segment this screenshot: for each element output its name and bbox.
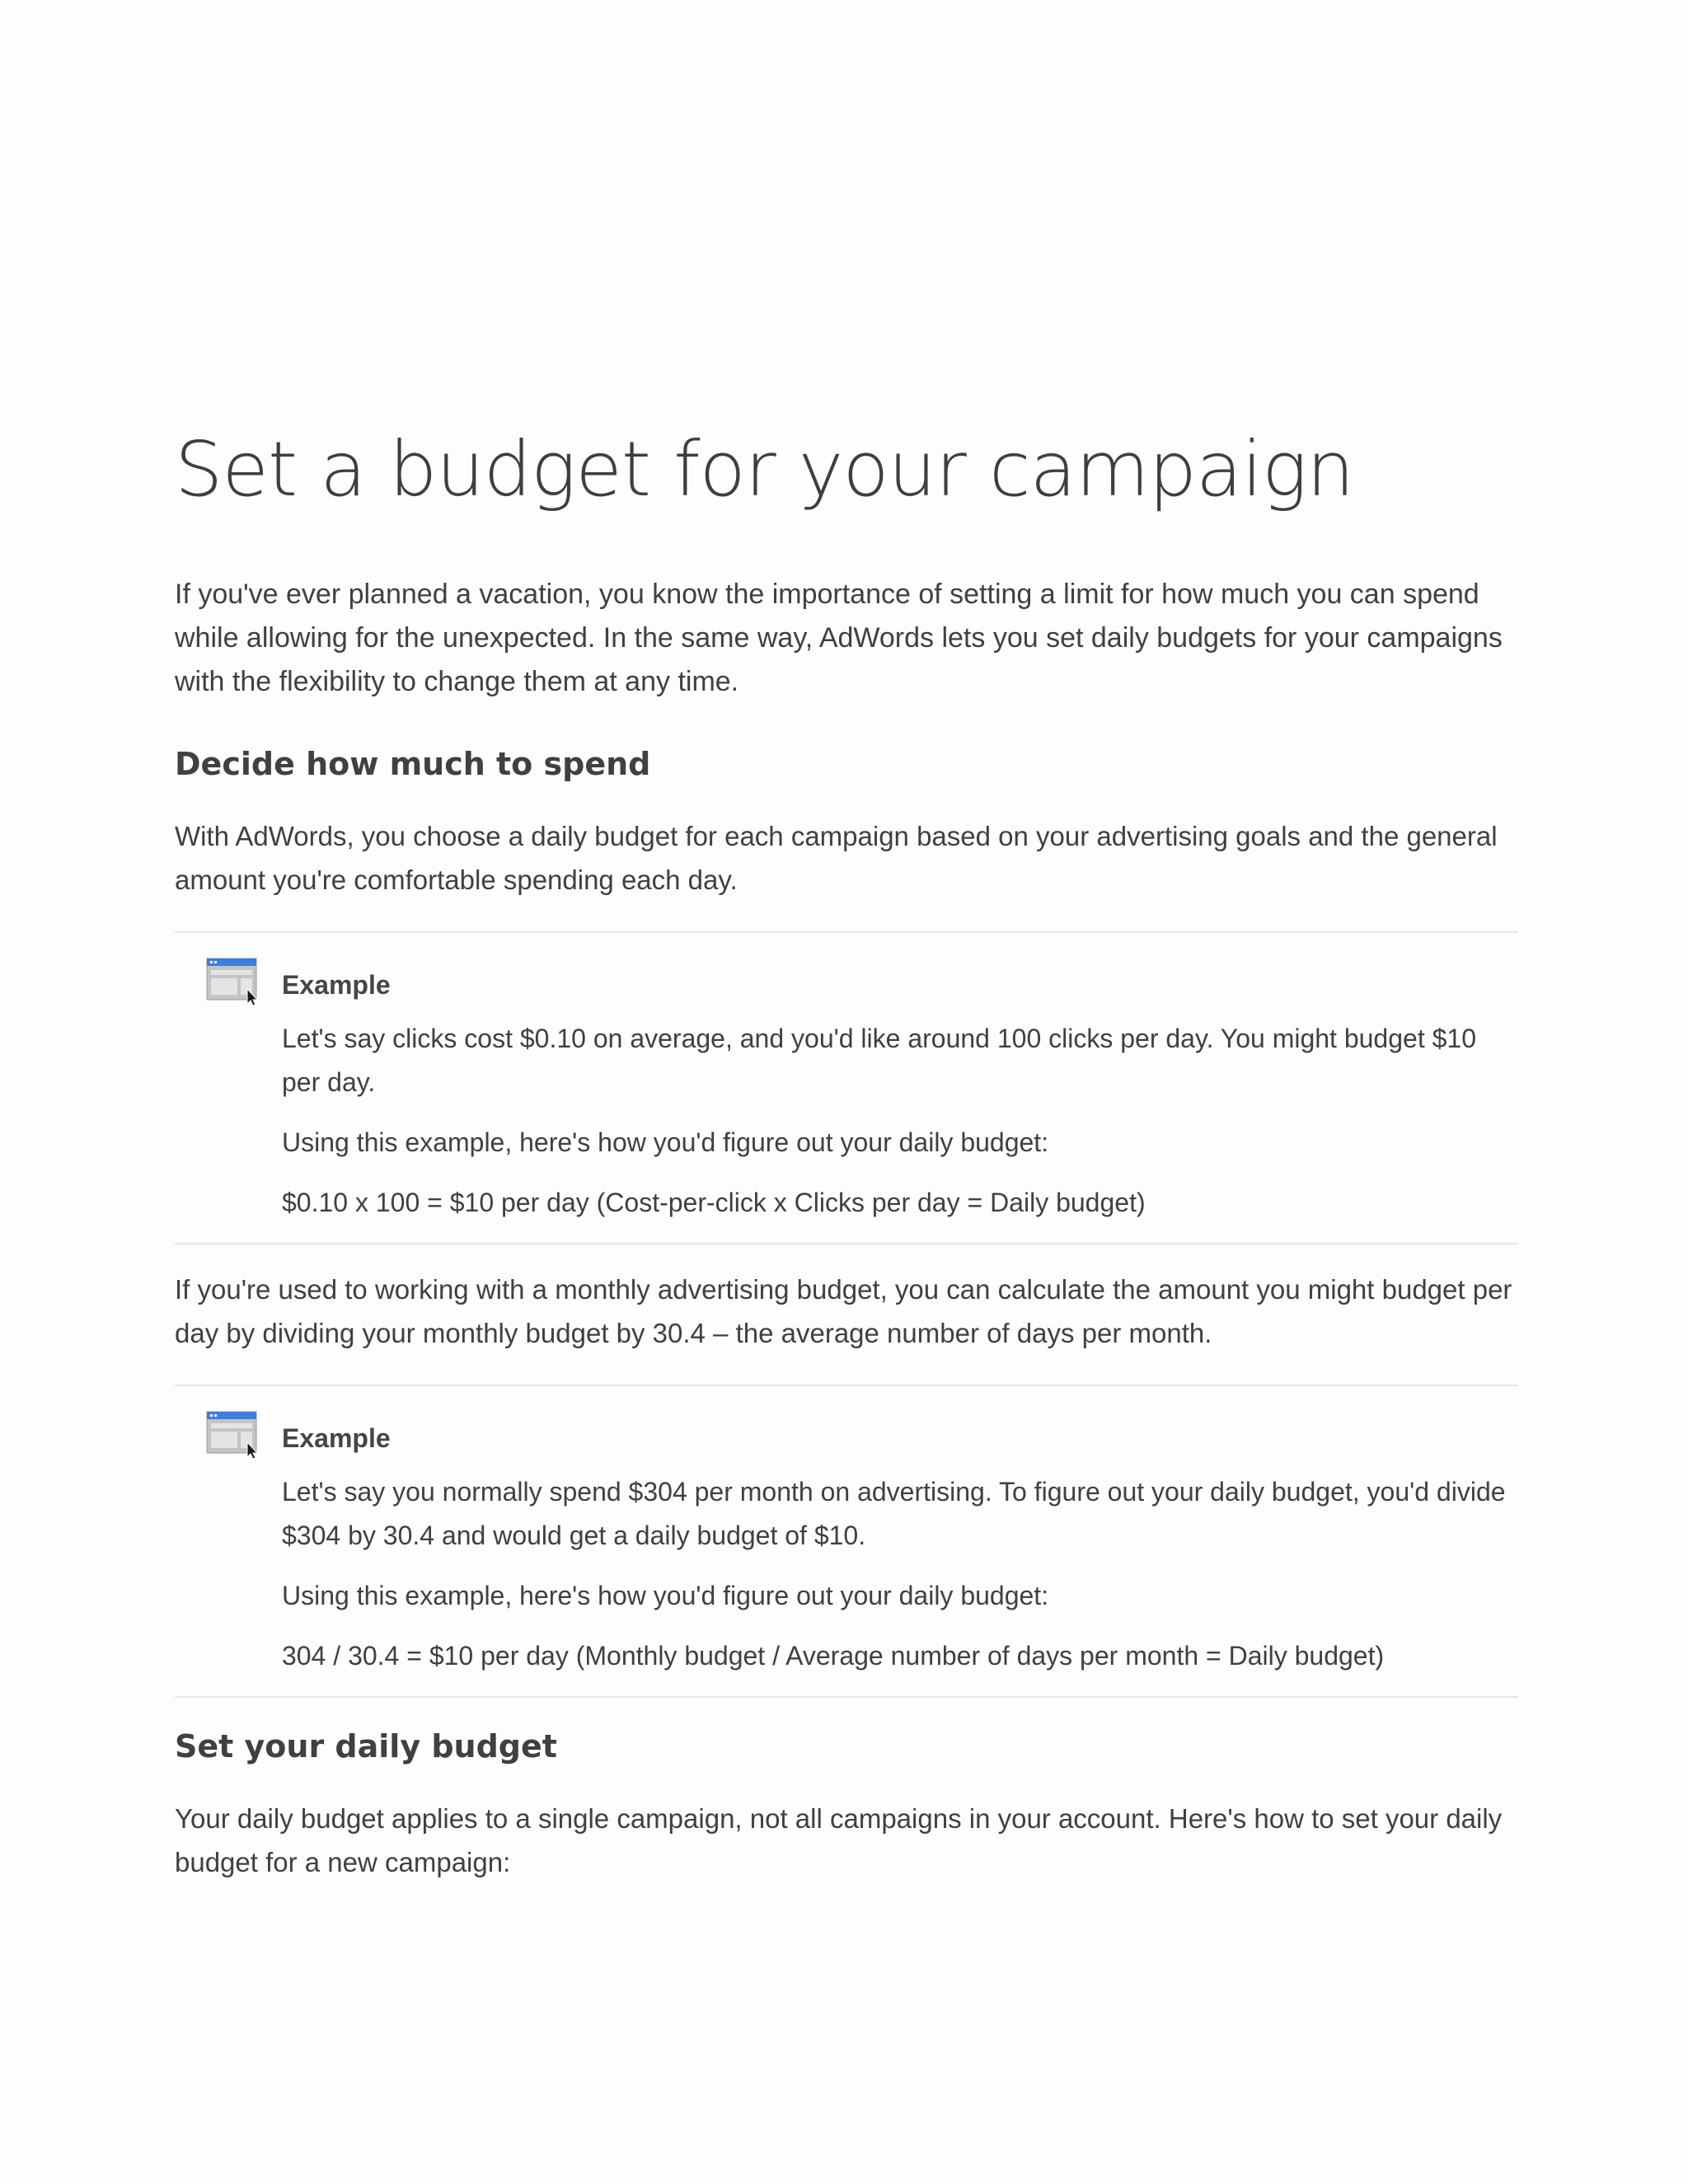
example-text: Using this example, here's how you'd figure out your daily budget:: [282, 1581, 1049, 1610]
browser-window-cursor-icon: [206, 1411, 260, 1459]
section-heading-decide: Decide how much to spend: [175, 746, 651, 782]
example-formula: $0.10 x 100 = $10 per day (Cost-per-click x Clicks per day = Daily budget): [282, 1188, 1146, 1217]
intro-paragraph: If you've ever planned a vacation, you know the importance of setting a limit for how much you can spend while allowing for the unexpected. In the same way, AdWords lets you set daily budgets for your campaigns with the flexibility to change them at any time.: [175, 579, 1503, 697]
section-body-set: Your daily budget applies to a single campaign, not all campaigns in your account. Here's how to set your daily budget for a new campaign:: [175, 1803, 1503, 1877]
document-page: [175, 416, 1518, 1884]
example-box-1: [175, 931, 1518, 1244]
monthly-budget-paragraph: If you're used to working with a monthly advertising budget, you can calculate the amount you might budget per day by dividing your monthly budget by 30.4 – the average number of days per month.: [175, 1274, 1512, 1348]
example-text: Let's say you normally spend $304 per month on advertising. To figure out your daily budget, you'd divide $304 by 30.4 and would get a daily budget of $10.: [282, 1477, 1506, 1550]
section-body-decide: With AdWords, you choose a daily budget for each campaign based on your advertising goals and the general amount you're comfortable spending each day.: [175, 821, 1498, 895]
example-label: Example: [282, 970, 391, 1000]
section-heading-set: Set your daily budget: [175, 1728, 557, 1765]
example-formula: 304 / 30.4 = $10 per day (Monthly budget / Average number of days per month = Daily budget): [282, 1641, 1385, 1671]
example-label: Example: [282, 1423, 391, 1453]
browser-window-cursor-icon: [206, 958, 260, 1005]
page-title: Set a budget for your campaign: [175, 425, 1354, 513]
example-text: Using this example, here's how you'd figure out your daily budget:: [282, 1127, 1049, 1157]
example-text: Let's say clicks cost $0.10 on average, and you'd like around 100 clicks per day. You might budget $10 per day.: [282, 1024, 1476, 1097]
example-box-2: [175, 1385, 1518, 1698]
